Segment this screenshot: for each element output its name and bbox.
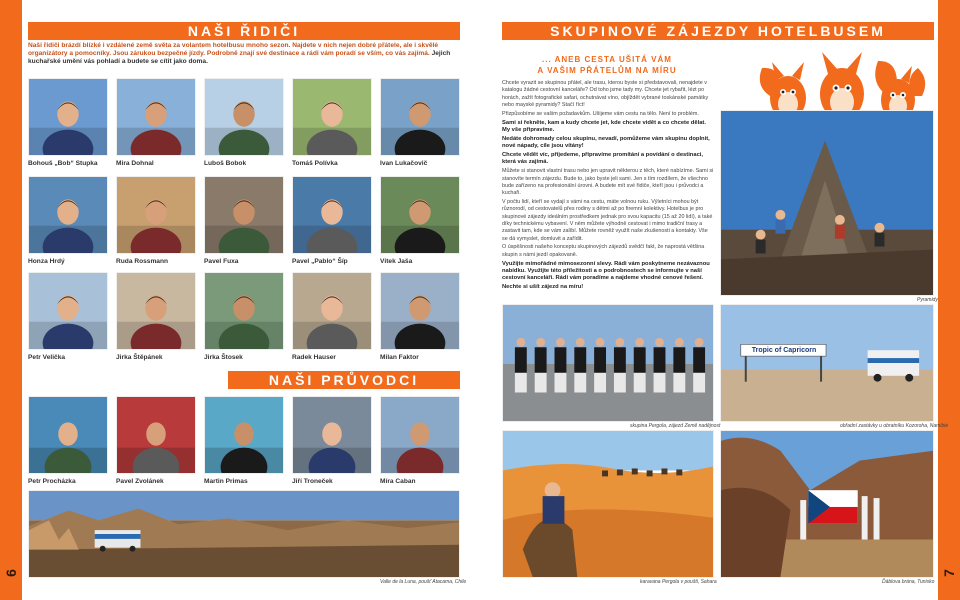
- highlight-paragraph: Nedáte dohromady celou skupinu, nevadí, pomůžeme vám skupinu doplnit, nové nápady, cíle jsou vítány!: [502, 135, 710, 150]
- tropic-of-capricorn-photo: [720, 304, 934, 422]
- sahara-caravan-photo: [502, 430, 714, 578]
- guide-name: Petr Procházka: [28, 478, 76, 485]
- driver-name: Pavel Fuxa: [204, 258, 239, 265]
- drivers-intro: [28, 42, 460, 67]
- driver-name: Jirka Štosek: [204, 354, 243, 361]
- driver-name: Luboš Bobok: [204, 160, 247, 167]
- panorama-photo: [28, 490, 460, 578]
- intro-dark-text: Jejich kuchařské umění vás pohladí a budete se cítit jako doma.: [28, 50, 451, 66]
- guide-photo: [116, 396, 196, 474]
- drivers-title: NAŠI ŘIDIČI: [28, 22, 460, 40]
- pyramid-caption: Pyramidy: [917, 297, 938, 303]
- driver-name: Jirka Štěpánek: [116, 354, 163, 361]
- group-pergola-photo: [502, 304, 714, 422]
- left-sidebar-stripe: [0, 0, 22, 600]
- body-paragraph: Přizpůsobíme se vašim požadavkům. Ušijeme vám cestu na tělo. Není to problém.: [502, 110, 699, 117]
- guide-photo: [204, 396, 284, 474]
- driver-photo: [204, 176, 284, 254]
- group-tours-title: SKUPINOVÉ ZÁJEZDY HOTELBUSEM: [502, 22, 934, 40]
- guide-name: Míra Caban: [380, 478, 416, 485]
- group-tours-text: [502, 80, 714, 293]
- driver-name: Honza Hrdý: [28, 258, 65, 265]
- driver-photo: [28, 176, 108, 254]
- driver-name: Pavel „Pablo“ Šíp: [292, 258, 348, 265]
- pyramid-group-photo: [720, 110, 934, 296]
- driver-photo: [380, 176, 460, 254]
- driver-photo: [380, 78, 460, 156]
- guide-name: Martin Primas: [204, 478, 248, 485]
- flag-caption: Ďáblova brána, Tunisko: [882, 579, 935, 585]
- driver-photo: [204, 272, 284, 350]
- body-paragraph: Chcete vyrazit se skupinou přátel, ale trasu, kterou byste si představovali, nenajdete v katalogu žádné cestovní kanceláře? Od toho jsme tady my. Chcete jet rybařit, lézt po horách, zažít fotografické safari, ochutnávat víno, objíždět vybrané toskánské památky nebo mayské pyramidy? Stačí říct!: [502, 80, 709, 108]
- subtitle-line-2: A VAŠIM PŘÁTELŮM NA MÍRU: [537, 66, 677, 75]
- body-paragraph: V počtu lidí, kteří se vydají s vámi na cestu, máte volnou ruku. Výletníci mohou být různorodí, od cestovatelů přes rodiny s dětmi až po firemní kolektivy. Hotelbus je pro skupinové zájezdy ideálním prostředkem jednak pro svou kapacitu (15 až 20 lidí), a také díky technickému vybavení. V něm můžete výhodně cestovat i mimo tradiční trasy a zastavit tam, kde se vám zalíbí. Můžete rovněž využít naše zkušenosti a kontakty. Vše se dá vymyslet, domluvit a zařídit.: [502, 199, 713, 242]
- guide-photo: [380, 396, 460, 474]
- guide-photo: [28, 396, 108, 474]
- czech-flag-group-photo: [720, 430, 934, 578]
- driver-name: Bohouš „Bob“ Stupka: [28, 160, 98, 167]
- sahara-caption: karavana Pergola v poušti, Sahara: [640, 579, 717, 585]
- driver-photo: [292, 272, 372, 350]
- highlight-paragraph: Sami si řekněte, kam a kudy chcete jet, kde chcete vidět a co chcete dělat. My vše připravíme.: [502, 119, 706, 133]
- driver-photo: [116, 78, 196, 156]
- driver-name: Ivan Lukačovič: [380, 160, 428, 167]
- right-sidebar-stripe: [938, 0, 960, 600]
- panorama-caption: Valle de la Luna, poušť Atacama, Chile: [380, 579, 467, 585]
- driver-name: Vítek Jaša: [380, 258, 413, 265]
- group-tours-subtitle: [502, 54, 712, 76]
- guide-photo: [292, 396, 372, 474]
- driver-photo: [204, 78, 284, 156]
- driver-photo: [28, 78, 108, 156]
- subtitle-line-1: ... ANEB CESTA UŠITÁ VÁM: [542, 55, 672, 64]
- guides-title: NAŠI PRŮVODCI: [228, 371, 460, 389]
- driver-name: Petr Velička: [28, 354, 66, 361]
- body-paragraph: O úspěšnosti našeho konceptu skupinových zájezdů svědčí fakt, že naprostá většina skupin s námi jezdí opakovaně.: [502, 244, 705, 258]
- highlight-paragraph: Využijte mimořádné mimosezonní slevy. Rádi vám poskytneme nezávaznou nabídku. Využijte této příležitosti a o podrobnostech se informujte v naší cestovní kanceláři. Rádi vám poradíme a najdeme vhodné cenové řešení.: [502, 260, 710, 282]
- page-number-left: 6: [3, 569, 19, 577]
- driver-name: Milan Faktor: [380, 354, 419, 361]
- driver-photo: [116, 272, 196, 350]
- highlight-paragraph: Nechte si ušít zájezd na míru!: [502, 284, 584, 291]
- group-pergola-caption: skupina Pergola, zájezd Země nadějnost: [630, 423, 721, 429]
- driver-name: Mira Dohnal: [116, 160, 154, 167]
- driver-name: Ruda Rossmann: [116, 258, 169, 265]
- guide-name: Pavel Zvolánek: [116, 478, 164, 485]
- tropic-caption: obřadní zastávky u obratníku Kozoroha, Namibie: [840, 423, 949, 429]
- driver-photo: [380, 272, 460, 350]
- body-paragraph: Můžete si stanovit vlastní trasu nebo jen upravit některou z těch, které nabízíme. Sami si stanovíte termín zájezdu. Bude to, jako byste jeli sami. Jen s tím rozdílem, že všechno bude zařízeno na profesionální úrovni. A budete mít své řidiče, kteří jsou i průvodci a kuchaři.: [502, 168, 714, 197]
- intro-orange-text: Naši řidiči brázdí blízké i vzdálené země světa za volantem hotelbusu mnoho sezon. Najdete v nich nejen dobré přátele, ale i skvělé organizátory a pomocníky. Jsou zárukou bezpečné jízdy. Podrobně znají své destinace a rádi vám poradí se vším, co vás zajímá.: [28, 42, 439, 58]
- driver-name: Radek Hauser: [292, 354, 336, 361]
- driver-photo: [116, 176, 196, 254]
- guide-name: Jiří Troneček: [292, 478, 333, 485]
- driver-photo: [28, 272, 108, 350]
- page-number-right: 7: [941, 569, 957, 577]
- driver-photo: [292, 78, 372, 156]
- tropic-sign-text: Tropic of Capricorn: [751, 347, 817, 354]
- highlight-paragraph: Chcete vědět víc, přijedeme, připravíme promítání a povídání o destinaci, která vás zajímá.: [502, 152, 704, 166]
- driver-name: Tomáš Polívka: [292, 160, 338, 167]
- driver-photo: [292, 176, 372, 254]
